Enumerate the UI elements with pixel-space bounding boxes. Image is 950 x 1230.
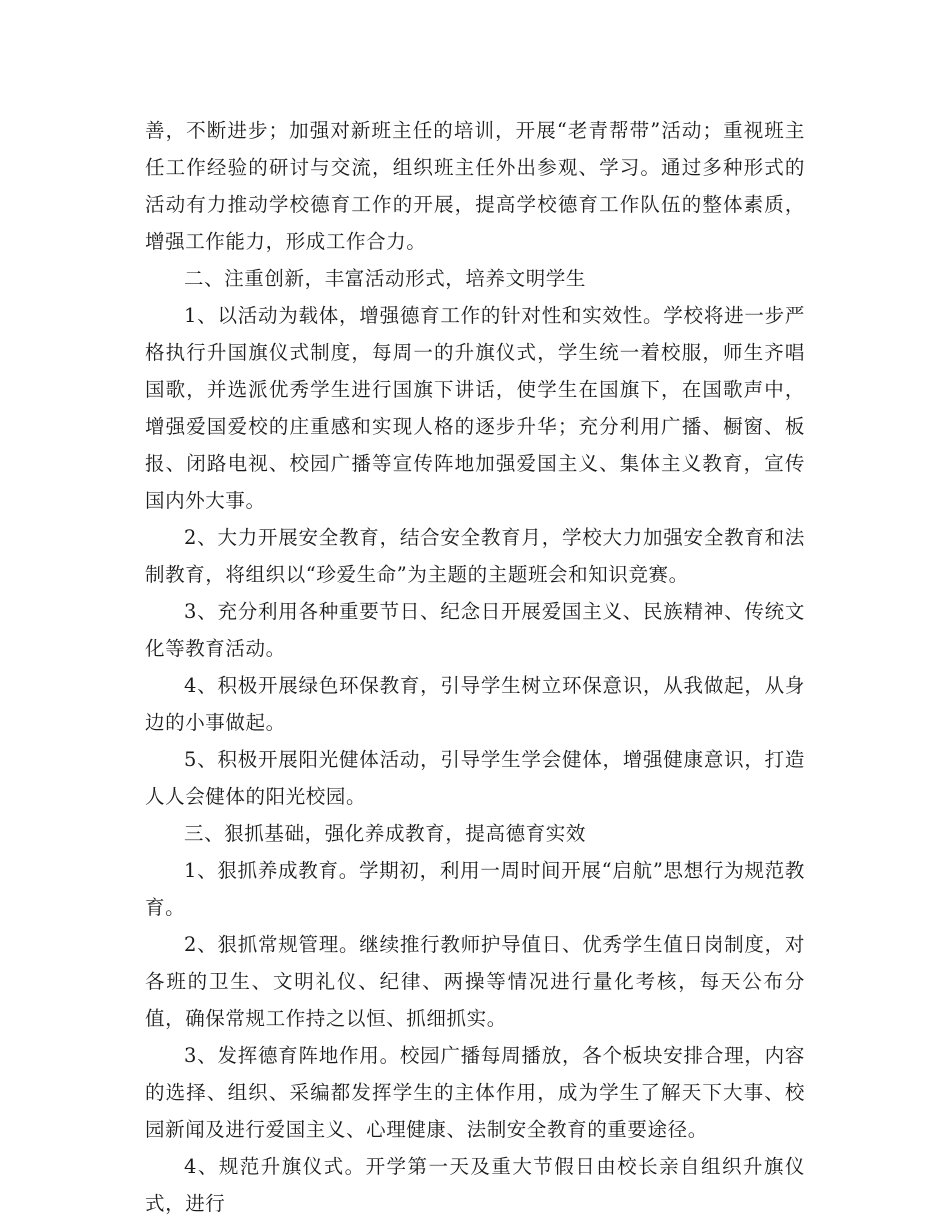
document-body — [145, 112, 805, 1222]
paragraph-item-3-2: 2、狠抓常规管理。继续推行教师护导值日、优秀学生值日岗制度，对各班的卫生、文明礼仪、纪律、两操等情况进行量化考核，每天公布分值，确保常规工作持之以恒、抓细抓实。 — [145, 933, 805, 1030]
paragraph-item-3-3: 3、发挥德育阵地作用。校园广播每周播放，各个板块安排合理，内容的选择、组织、采编都发挥学生的主体作用，成为学生了解天下大事、校园新闻及进行爱国主义、心理健康、法制安全教育的重要途径。 — [145, 1044, 805, 1141]
paragraph-item-2-5: 5、积极开展阳光健体活动，引导学生学会健体，增强健康意识，打造人人会健体的阳光校园。 — [145, 748, 805, 808]
paragraph-item-2-3: 3、充分利用各种重要节日、纪念日开展爱国主义、民族精神、传统文化等教育活动。 — [145, 600, 805, 660]
paragraph-continuation: 善，不断进步；加强对新班主任的培训，开展“老青帮带”活动；重视班主任工作经验的研讨与交流，组织班主任外出参观、学习。通过多种形式的活动有力推动学校德育工作的开展，提高学校德育工作队伍的整体素质，增强工作能力，形成工作合力。 — [145, 119, 805, 253]
section-heading-3: 三、狠抓基础，强化养成教育，提高德育实效 — [184, 822, 587, 845]
paragraph-item-3-4: 4、规范升旗仪式。开学第一天及重大节假日由校长亲自组织升旗仪式，进行 — [145, 1155, 805, 1215]
paragraph-item-2-1: 1、以活动为载体，增强德育工作的针对性和实效性。学校将进一步严格执行升国旗仪式制度，每周一的升旗仪式，学生统一着校服，师生齐唱国歌，并选派优秀学生进行国旗下讲话，使学生在国旗下，在国歌声中，增强爱国爱校的庄重感和实现人格的逐步升华；充分利用广播、橱窗、板报、闭路电视、校园广播等宣传阵地加强爱国主义、集体主义教育，宣传国内外大事。 — [145, 304, 805, 512]
paragraph-item-2-2: 2、大力开展安全教育，结合安全教育月，学校大力加强安全教育和法制教育，将组织以“珍爱生命”为主题的主题班会和知识竞赛。 — [145, 526, 805, 586]
paragraph-item-3-1: 1、狠抓养成教育。学期初，利用一周时间开展“启航”思想行为规范教育。 — [145, 859, 805, 919]
section-heading-2: 二、注重创新，丰富活动形式，培养文明学生 — [184, 267, 587, 290]
paragraph-item-2-4: 4、积极开展绿色环保教育，引导学生树立环保意识，从我做起，从身边的小事做起。 — [145, 674, 805, 734]
